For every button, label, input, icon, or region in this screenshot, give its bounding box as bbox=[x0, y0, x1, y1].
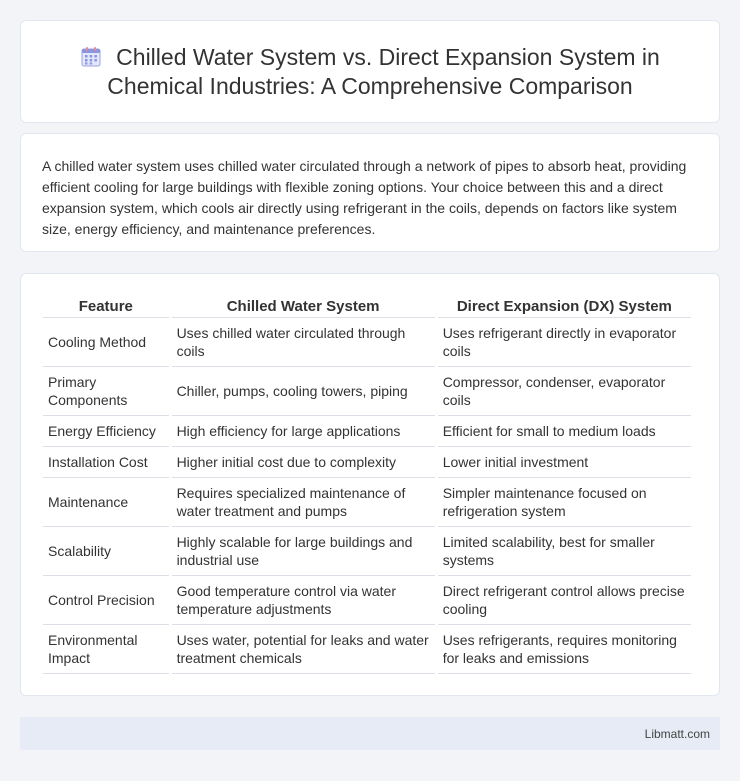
dx-cell: Compressor, condenser, evaporator coils bbox=[438, 367, 691, 416]
dx-cell: Simpler maintenance focused on refrigeration system bbox=[438, 478, 691, 527]
dx-cell: Uses refrigerant directly in evaporator coils bbox=[438, 318, 691, 367]
page-title bbox=[50, 43, 690, 101]
page-title-text: Chilled Water System vs. Direct Expansion System in Chemical Industries: A Comprehensive Comparison bbox=[107, 43, 660, 99]
header-direct-expansion: Direct Expansion (DX) System bbox=[438, 292, 691, 318]
footer-brand-link[interactable]: Libmatt.com bbox=[644, 727, 710, 741]
chilled-water-cell: Good temperature control via water temperature adjustments bbox=[172, 576, 435, 625]
table-row bbox=[43, 367, 691, 416]
chilled-water-cell: Uses water, potential for leaks and water treatment chemicals bbox=[172, 625, 435, 674]
footer bbox=[20, 717, 720, 750]
comparison-card bbox=[20, 273, 720, 696]
table-row bbox=[43, 447, 691, 478]
feature-cell: Energy Efficiency bbox=[43, 416, 169, 447]
chilled-water-cell: Uses chilled water circulated through coils bbox=[172, 318, 435, 367]
feature-cell: Environmental Impact bbox=[43, 625, 169, 674]
dx-cell: Limited scalability, best for smaller systems bbox=[438, 527, 691, 576]
feature-cell: Installation Cost bbox=[43, 447, 169, 478]
dx-cell: Lower initial investment bbox=[438, 447, 691, 478]
chilled-water-cell: High efficiency for large applications bbox=[172, 416, 435, 447]
feature-cell: Scalability bbox=[43, 527, 169, 576]
table-row bbox=[43, 478, 691, 527]
title-card bbox=[20, 20, 720, 123]
table-row bbox=[43, 625, 691, 674]
chilled-water-cell: Chiller, pumps, cooling towers, piping bbox=[172, 367, 435, 416]
intro-card bbox=[20, 133, 720, 252]
feature-cell: Primary Components bbox=[43, 367, 169, 416]
comparison-table bbox=[40, 292, 694, 674]
table-row bbox=[43, 527, 691, 576]
table-row bbox=[43, 576, 691, 625]
table-row bbox=[43, 416, 691, 447]
feature-cell: Maintenance bbox=[43, 478, 169, 527]
table-row bbox=[43, 318, 691, 367]
dx-cell: Direct refrigerant control allows precise cooling bbox=[438, 576, 691, 625]
intro-text: A chilled water system uses chilled water circulated through a network of pipes to absorb heat, providing efficient cooling for large buildings with flexible zoning options. Your choice between this and a direct expansion system, which cools air directly using refrigerant in the coils, depends on factors like system size, energy efficiency, and maintenance preferences. bbox=[42, 158, 687, 237]
header-chilled-water: Chilled Water System bbox=[172, 292, 435, 318]
chilled-water-cell: Highly scalable for large buildings and industrial use bbox=[172, 527, 435, 576]
feature-cell: Control Precision bbox=[43, 576, 169, 625]
feature-cell: Cooling Method bbox=[43, 318, 169, 367]
dx-cell: Uses refrigerants, requires monitoring for leaks and emissions bbox=[438, 625, 691, 674]
calendar-icon bbox=[80, 46, 102, 68]
header-feature: Feature bbox=[43, 292, 169, 318]
dx-cell: Efficient for small to medium loads bbox=[438, 416, 691, 447]
chilled-water-cell: Requires specialized maintenance of water treatment and pumps bbox=[172, 478, 435, 527]
chilled-water-cell: Higher initial cost due to complexity bbox=[172, 447, 435, 478]
table-header-row bbox=[43, 292, 691, 318]
